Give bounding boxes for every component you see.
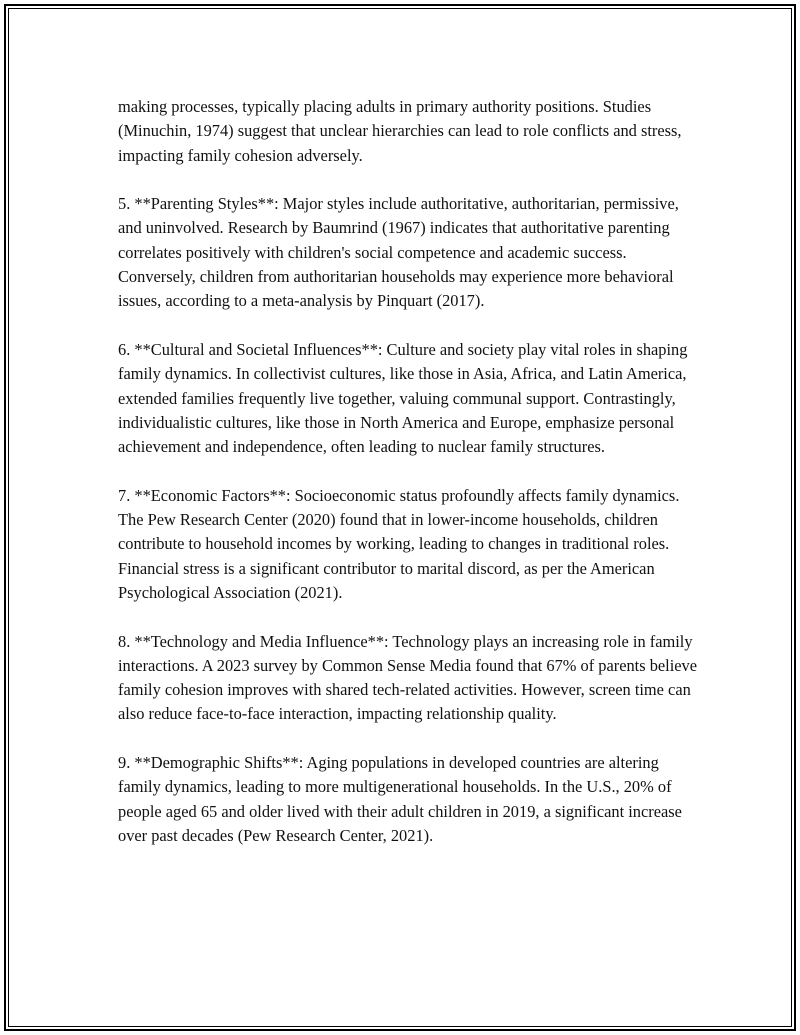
- paragraph-economic-factors: 7. **Economic Factors**: Socioeconomic status profoundly affects family dynamics. The Pew Research Center (2020) found that in lower-income households, children contribute to household incomes by working, leading to changes in traditional roles. Financial stress is a significant contributor to marital discord, as per the American Psychological Association (2021).: [118, 485, 680, 602]
- page-frame: [4, 4, 796, 1031]
- paragraph-cultural-influences: 6. **Cultural and Societal Influences**: Culture and society play vital roles in shaping family dynamics. In collectivist cultures, like those in Asia, Africa, and Latin America, extended families frequently live together, valuing communal support. Contrastingly, individualistic cultures, like those in North America and Europe, emphasize personal achievement and independence, often leading to nuclear family structures.: [118, 339, 688, 457]
- document-body: [118, 95, 698, 873]
- paragraph-technology-media: 8. **Technology and Media Influence**: Technology plays an increasing role in family interactions. A 2023 survey by Common Sense Media found that 67% of parents believe family cohesion improves with shared tech-related activities. However, screen time can also reduce face-to-face interaction, impacting relationship quality.: [118, 631, 698, 724]
- paragraph-parenting-styles: 5. **Parenting Styles**: Major styles include authoritative, authoritarian, permissive, and uninvolved. Research by Baumrind (1967) indicates that authoritative parenting correlates positively with children's social competence and academic success. Conversely, children from authoritarian households may experience more behavioral issues, according to a meta-analysis by Pinquart (2017).: [118, 194, 679, 311]
- paragraph-continuation: making processes, typically placing adults in primary authority positions. Studies (Minuchin, 1974) suggest that unclear hierarchies can lead to role conflicts and stress, impacting family cohesion adversely.: [118, 97, 682, 165]
- paragraph-demographic-shifts: 9. **Demographic Shifts**: Aging populations in developed countries are altering family dynamics, leading to more multigenerational households. In the U.S., 20% of people aged 65 and older lived with their adult children in 2019, a significant increase over past decades (Pew Research Center, 2021).: [118, 753, 682, 845]
